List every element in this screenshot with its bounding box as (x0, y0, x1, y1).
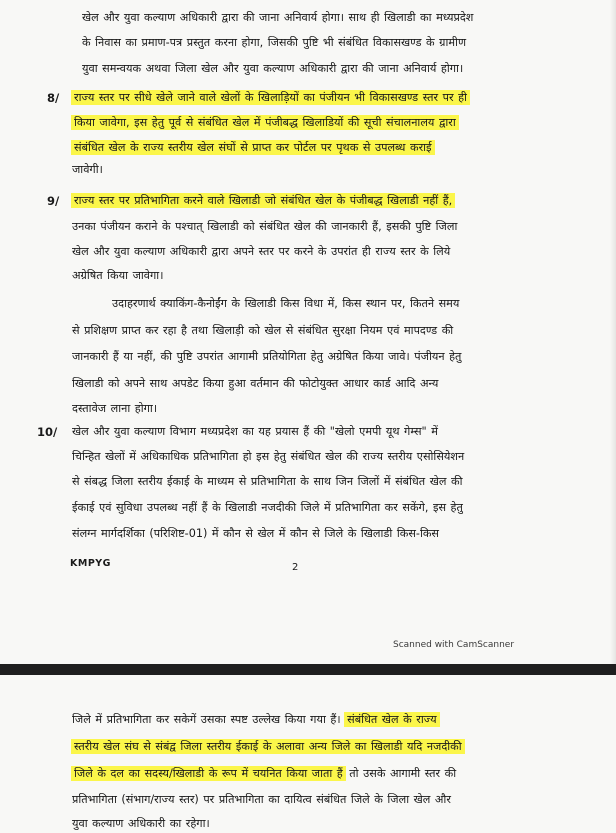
page2-line-1 (72, 712, 439, 728)
example-line-5: दस्तावेज लाना होगा। (72, 402, 158, 415)
intro-line-2: के निवास का प्रमाण-पत्र प्रस्तुत करना होगा, जिसकी पुष्टि भी संबंधित विकासखण्ड के ग्रामीण (82, 36, 467, 49)
scanner-watermark: Scanned with CamScanner (393, 640, 515, 650)
page2-line-4: प्रतिभागिता (संभाग/राज्य स्तर) पर प्रतिभागिता का दायित्व संबंधित जिले के जिला खेल और (72, 793, 451, 806)
example-line-2: से प्रशिक्षण प्राप्त कर रहा है तथा खिलाड़ी को खेल से संबंधित सुरक्षा नियम एवं मापदण्ड की (72, 324, 454, 337)
highlight: संबंधित खेल के राज्य (347, 713, 437, 726)
highlight: संबंधित खेल के राज्य स्तरीय खेल संघों से प्राप्त कर पोर्टल पर पृथक से उपलब्ध कराई (74, 141, 432, 154)
item-8-line-4: जावेगी। (72, 163, 103, 176)
document-page-bottom (0, 675, 616, 833)
page2-line-3 (72, 766, 456, 782)
highlight: जिले के दल का सदस्य/खिलाडी के रूप में चयनित किया जाता हैं (74, 767, 343, 780)
intro-line-1: खेल और युवा कल्याण अधिकारी द्वारा की जाना अनिवार्य होगा। साथ ही खिलाडी का मध्यप्रदेश (82, 11, 474, 24)
item-8-line-2 (72, 115, 458, 131)
page2-line-5: युवा कल्याण अधिकारी का रहेगा। (72, 817, 210, 830)
item-10-line-4: ईकाई एवं सुविधा उपलब्ध नहीं हैं के खिलाडी नजदीकी जिले में प्रतिभागिता कर सकेंगे, इस हेतु (72, 501, 463, 514)
plain-text: तो उसके आगामी स्तर की (344, 767, 457, 780)
item-10-line-2: चिन्हित खेलों में अधिकाधिक प्रतिभागिता हो इस हेतु संबंधित खेल की राज्य स्तरीय एसोसियेशन (72, 450, 465, 463)
item-9-line-4: अग्रेषित किया जावेगा। (72, 269, 164, 282)
example-line-4: खिलाडी को अपने साथ अपडेट किया हुआ वर्तमान की फोटोयुक्त आधार कार्ड आदि अन्य (72, 377, 439, 390)
footer-code: KMPYG (70, 558, 111, 569)
scan-shadow (610, 0, 616, 664)
highlight: स्तरीय खेल संघ से संबंद्व जिला स्तरीय ईकाई के अलावा अन्य जिले का खिलाडी यदि नजदीकी (74, 740, 462, 753)
item-9-number: 9/ (47, 194, 60, 208)
item-10-line-5: संलग्न मार्गदर्शिका (परिशिष्ट-01) में कौन से खेल में कौन से जिले के खिलाडी किस-किस (72, 527, 439, 540)
item-8-number: 8/ (47, 91, 60, 105)
item-10-line-1: खेल और युवा कल्याण विभाग मध्यप्रदेश का यह प्रयास हैं की "खेलो एमपी यूथ गेम्स" में (72, 425, 438, 438)
highlight: किया जावेगा, इस हेतु पूर्व से संबंधित खेल में पंजीबद्ध खिलाडियों की सूची संचालनालय द्वारा (74, 116, 456, 129)
page2-line-2 (72, 739, 464, 755)
item-9-line-1 (72, 193, 454, 209)
item-9-line-2: उनका पंजीयन कराने के पश्चात् खिलाडी को संबंधित खेल की जानकारी हैं, इसकी पुष्टि जिला (72, 220, 458, 233)
example-line-3: जानकारी हैं या नहीं, की पुष्टि उपरांत आगामी प्रतियोगिता हेतु अग्रेषित किया जावे। पंजीयन हेतु (72, 350, 462, 363)
item-10-number: 10/ (37, 425, 58, 439)
page-number: 2 (292, 562, 299, 573)
example-line-1: उदाहरणार्थ क्याकिंग-कैनोईंग के खिलाडी किस विधा में, किस स्थान पर, कितने समय (112, 297, 460, 310)
item-10-line-3: से संबद्ध जिला स्तरीय ईकाई के माध्यम से प्रतिभागिता के साथ जिन जिलों में संबंधित खेल की (72, 475, 463, 488)
item-9-line-3: खेल और युवा कल्याण अधिकारी द्वारा अपने स्तर पर करने के उपरांत ही राज्य स्तर के लिये (72, 245, 451, 258)
highlight: राज्य स्तर पर सीधे खेले जाने वाले खेलों के खिलाड़ियों का पंजीयन भी विकासखण्ड स्तर पर ही (74, 91, 467, 104)
plain-text: जिले में प्रतिभागिता कर सकेगें उसका स्पष्ट उल्लेख किया गया हैं। (72, 713, 346, 726)
intro-line-3: युवा समन्वयक अथवा जिला खेल और युवा कल्याण अधिकारी द्वारा की जाना अनिवार्य होगा। (82, 62, 464, 75)
highlight: राज्य स्तर पर प्रतिभागिता करने वाले खिलाडी जो संबंधित खेल के पंजीबद्ध खिलाडी नहीं हैं, (74, 194, 453, 207)
item-8-line-1 (72, 90, 469, 106)
item-8-line-3 (72, 140, 434, 156)
